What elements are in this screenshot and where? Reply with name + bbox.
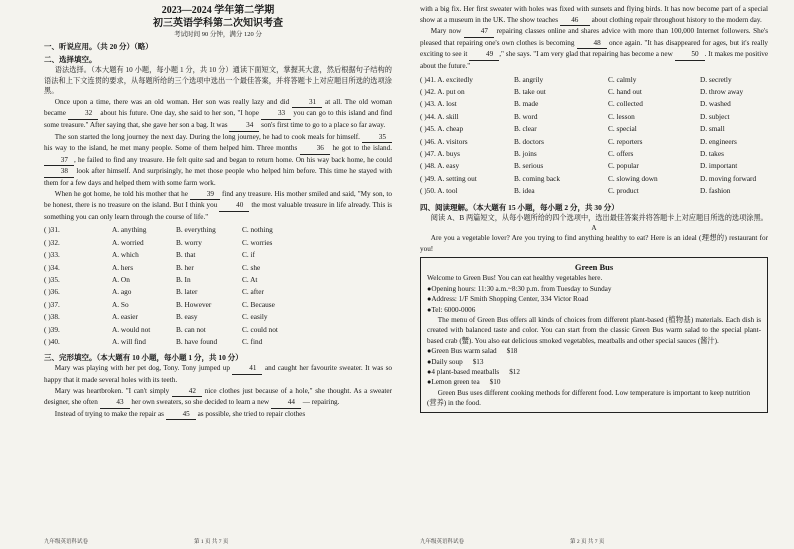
option-row [44,299,392,311]
option-row [44,249,392,261]
option-b: B. easy [176,312,198,322]
option-row [420,98,768,110]
option-row [44,274,392,286]
option-b: B. take out [514,86,546,96]
cooking-note: Green Bus uses different cooking methods for different food. Low temperature is important to keep nutrition (营养) in the food. [427,388,751,408]
option-a: A. hers [112,262,134,272]
menu-item-price: $18 [506,347,518,356]
blank-40: 40 [219,200,249,212]
option-row [420,160,768,172]
grammar-paragraph-1: Once upon a time, there was an old woman. Her son was really lazy and did 31 at all. The old woman became 32 about his future. One day, she said to her son, "I hope 33 you can go to this island and find some treasure." After saying that, she gave her son a bag. It was 34 son's first time to go to a place so far away. [44,97,392,132]
cloze-options [420,74,768,198]
question-option-a: ( )49. A. setting out [420,173,477,183]
menu-item-name: ●4 plant-based meatballs [427,368,500,377]
menu-item-name: ●Lemon green tea [427,378,480,387]
question-option-a: ( )47. A. buys [420,149,460,158]
question-number: ( )39. [44,324,60,334]
question-number: ( )31. [44,225,60,235]
option-a: A. worried [112,237,144,247]
blank-41: 41 [232,363,262,375]
question-option-a: ( )41. A. excitedly [420,74,473,84]
cloze-paragraph-3: Instead of trying to make the repair as 45 as possible, she tried to repair clothes [44,409,392,421]
blank-45: 45 [166,409,196,421]
option-a: A. anything [112,225,147,235]
option-a: A. ago [112,287,132,297]
grammar-paragraph-3: When he got home, he told his mother that he 39 find any treasure. His mother smiled and said, "My son, to be honest, there is no treasure on the island. But I think you 40 the most valuable treasure in life already. This is something you can only learn through the course of life." [44,189,393,221]
question-option-a: ( )43. A. lost [420,99,457,109]
option-b: B. angrily [514,74,544,84]
option-c: C. popular [608,161,639,171]
option-row [44,324,392,336]
question-number: ( )40. [44,336,60,346]
option-c: C. special [608,124,637,134]
ad-line: ●Opening hours: 11:30 a.m.~8:30 p.m. from Tuesday to Sunday [427,284,612,293]
blank-35: 35 [362,132,392,144]
option-b: B. have found [176,336,218,346]
option-c: C. easily [242,312,268,322]
grammar-instructions: 语法选择。（本大题有 10 小题，每小题 1 分，共 10 分）通读下面短文，掌握其大意，然后根据句子结构的语法和上下文连贯的要求，从每题所给的三个选项中选出一个最佳答案，并将答题卡上对应题目所选的选项涂黑。 [44,66,392,96]
option-row [420,185,768,197]
option-c: C. slowing down [608,173,658,183]
restaurant-ad-box [420,257,768,412]
option-row [420,136,768,148]
menu-item-price: $10 [489,378,501,387]
question-option-a: ( )42. A. put on [420,86,465,96]
menu-item [427,357,761,367]
question-number: ( )33. [44,250,60,260]
option-b: B. worry [176,237,202,247]
section-listening: 一、听说应用。（共 20 分）（略） [44,42,153,51]
question-option-a: ( )46. A. visitors [420,136,468,146]
question-number: ( )34. [44,262,60,272]
question-option-a: ( )45. A. cheap [420,124,464,134]
option-c: C. after [242,287,264,297]
question-option-a: ( )50. A. tool [420,186,458,196]
reading-instructions: 阅读 A、B 两篇短文，从每小题所给的四个选项中，选出最佳答案并将答题卡上对应题目所选的选项涂黑。 [430,213,768,222]
question-number: ( )38. [44,312,60,322]
menu-item-name: ●Green Bus warm salad [427,347,497,356]
option-b: B. However [176,299,212,309]
option-b: B. idea [514,186,535,196]
option-b: B. word [514,111,538,121]
option-a: A. will find [112,336,146,346]
passage-letter: A [591,224,597,233]
option-a: A. would not [112,324,151,334]
exam-year-title: 2023—2024 学年第二学期 [161,5,275,16]
blank-44: 44 [271,397,301,409]
exam-page-right [404,0,794,549]
option-row [420,111,768,123]
option-c: C. lesson [608,111,635,121]
cloze-paragraph-1: Mary was playing with her pet dog, Tony. Tony jumped up 41 and caught her favourite sweater. It was so happy that it made several holes with its teeth. [44,364,393,384]
cloze-paragraph-4: with a big fix. Her first sweater with holes was fixed with sunsets and flying birds. It has now become part of a special show at a museum in the UK. The show teaches 46 about clothing repair throughout history to the modern day. [420,4,768,26]
blank-49: 49 [469,49,499,61]
menu-item [427,377,761,387]
option-row [44,224,392,236]
ad-line: Welcome to Green Bus! You can eat healthy vegetables here. [427,274,603,283]
exam-title: 初三英语学科第二次知识考查 [153,18,283,29]
option-row [420,74,768,86]
option-d: D. subject [700,111,730,121]
option-d: D. secretly [700,74,732,84]
ad-line: ●Tel: 6000-0006 [427,305,476,314]
blank-38: 38 [44,166,74,178]
option-row [44,311,392,323]
option-d: D. fashion [700,186,731,196]
question-option-a: ( )48. A. easy [420,161,460,171]
blank-47: 47 [464,26,494,38]
blank-39: 39 [190,189,220,201]
blank-42: 42 [172,386,202,398]
restaurant-name: Green Bus [574,262,614,273]
blank-31: 31 [292,97,322,109]
option-c: C. if [242,250,255,260]
option-b: B. can not [176,324,206,334]
option-c: C. product [608,186,639,196]
option-b: B. joins [514,149,537,158]
option-c: C. nothing [242,225,273,235]
question-option-a: ( )44. A. skill [420,111,459,121]
option-b: B. her [176,262,194,272]
option-d: D. engineers [700,136,737,146]
menu-item-price: $12 [509,368,520,377]
menu-description: The menu of Green Bus offers all kinds of choices from different plant-based (植物基) materials. Each dish is created with balanced taste and color. You can start from the classic Green Bus warm salad to the special plant-based crab (蟹). You also eat delicious smoked vegetables, meatballs and other special sauces (酱汁). [427,316,761,345]
option-d: D. throw away [700,86,744,96]
grammar-options [44,224,392,348]
option-row [44,286,392,298]
blank-50: 50 [675,49,705,61]
footer-page-number: 第 1 页 共 7 页 [194,539,229,545]
option-b: B. clear [514,124,537,134]
ad-line: ●Address: 1/F Smith Shopping Center, 334 Victor Road [427,295,589,304]
footer-page-number: 第 2 页 共 7 页 [570,539,605,545]
option-a: A. On [112,274,130,284]
section-choice: 二、选择填空。 [44,55,97,64]
option-b: B. later [176,287,198,297]
question-number: ( )37. [44,299,60,309]
blank-32: 32 [68,108,98,120]
option-row [44,237,392,249]
option-row [420,123,768,135]
option-b: B. that [176,250,196,260]
option-row [420,86,768,98]
option-b: B. coming back [514,173,561,183]
option-c: C. Because [242,299,275,309]
menu-item [427,346,761,356]
exam-time-info: 考试时间 90 分钟，满分 120 分 [174,31,262,38]
blank-48: 48 [577,38,607,50]
option-d: D. takes [700,149,724,158]
blank-37: 37 [44,155,74,167]
option-d: D. small [700,124,725,134]
option-c: C. she [242,262,261,272]
section-cloze: 三、完形填空。（本大题有 10 小题，每小题 1 分，共 10 分） [44,353,243,363]
cloze-paragraph-5: Mary now 47 repairing classes online and shares advice with more than 100,000 Internet followers. She's pleased that repairing one's own clothes is becoming 48 once again. "It has disappeared for ages, but it's really exciting to see it 49 ," she says. "I am very glad that repairing has become a new 50 . It makes me positive about the future." [420,27,769,70]
menu-item-price: $13 [472,357,484,366]
footer-subject: 九年级英语科试卷 [44,539,89,545]
option-d: D. washed [700,99,731,109]
blank-46: 46 [560,15,590,27]
passage-intro: Are you a vegetable lover? Are you trying to find anything healthy to eat? Here is an ideal (理想的) restaurant for you! [420,234,768,253]
option-a: A. which [112,250,139,260]
option-c: C. At [242,274,258,284]
option-row [44,262,392,274]
option-b: B. made [514,99,539,109]
option-a: A. easier [112,312,138,322]
option-c: C. offers [608,149,634,158]
cloze-paragraph-2: Mary was heartbroken. "I can't simply 42 nice clothes just because of a hole," she thought. As a sweater designer, she often 43 her own sweaters, so she decided to learn a new 44 — repairing. [44,386,392,409]
option-row [44,336,392,348]
question-number: ( )32. [44,237,60,247]
option-row [420,173,768,185]
option-d: D. important [700,161,738,171]
option-d: D. moving forward [700,173,757,183]
footer-subject: 九年级英语科试卷 [420,539,465,545]
option-c: C. calmly [608,74,637,84]
option-c: C. could not [242,324,278,334]
page-footer [420,537,760,545]
section-reading: 四、阅读理解。（本大题有 15 小题，每小题 2 分，共 30 分） [420,202,619,212]
blank-34: 34 [229,120,259,132]
option-c: C. collected [608,99,643,109]
menu-item [427,367,761,377]
option-row [420,148,768,160]
blank-33: 33 [261,108,291,120]
grammar-paragraph-2: The son started the long journey the next day. During the long journey, he had to cook meals for himself. 35 his way to the island, he met many people. Some of them helped him. Three months 36 he got to the island. 37 , he failed to find any treasure. He felt quite sad and began to return home. On his way back home, he could 38 look after himself. And surprisingly, he met those people who helped him before. This time he stayed with them for a few days and helped them with some farm work. [44,132,393,187]
question-number: ( )35. [44,274,60,284]
option-c: C. hand out [608,86,642,96]
menu-item-name: ●Daily soup [427,357,463,366]
option-a: A. So [112,299,129,309]
option-c: C. find [242,336,263,346]
option-b: B. In [176,274,191,284]
blank-36: 36 [300,143,330,155]
option-b: B. doctors [514,136,544,146]
blank-43: 43 [100,397,130,409]
option-b: B. everything [176,225,216,235]
option-c: C. reporters [608,136,643,146]
option-c: C. worries [242,237,273,247]
page-footer [44,537,374,545]
question-number: ( )36. [44,287,60,297]
option-b: B. serious [514,161,544,171]
menu-list [427,346,761,388]
